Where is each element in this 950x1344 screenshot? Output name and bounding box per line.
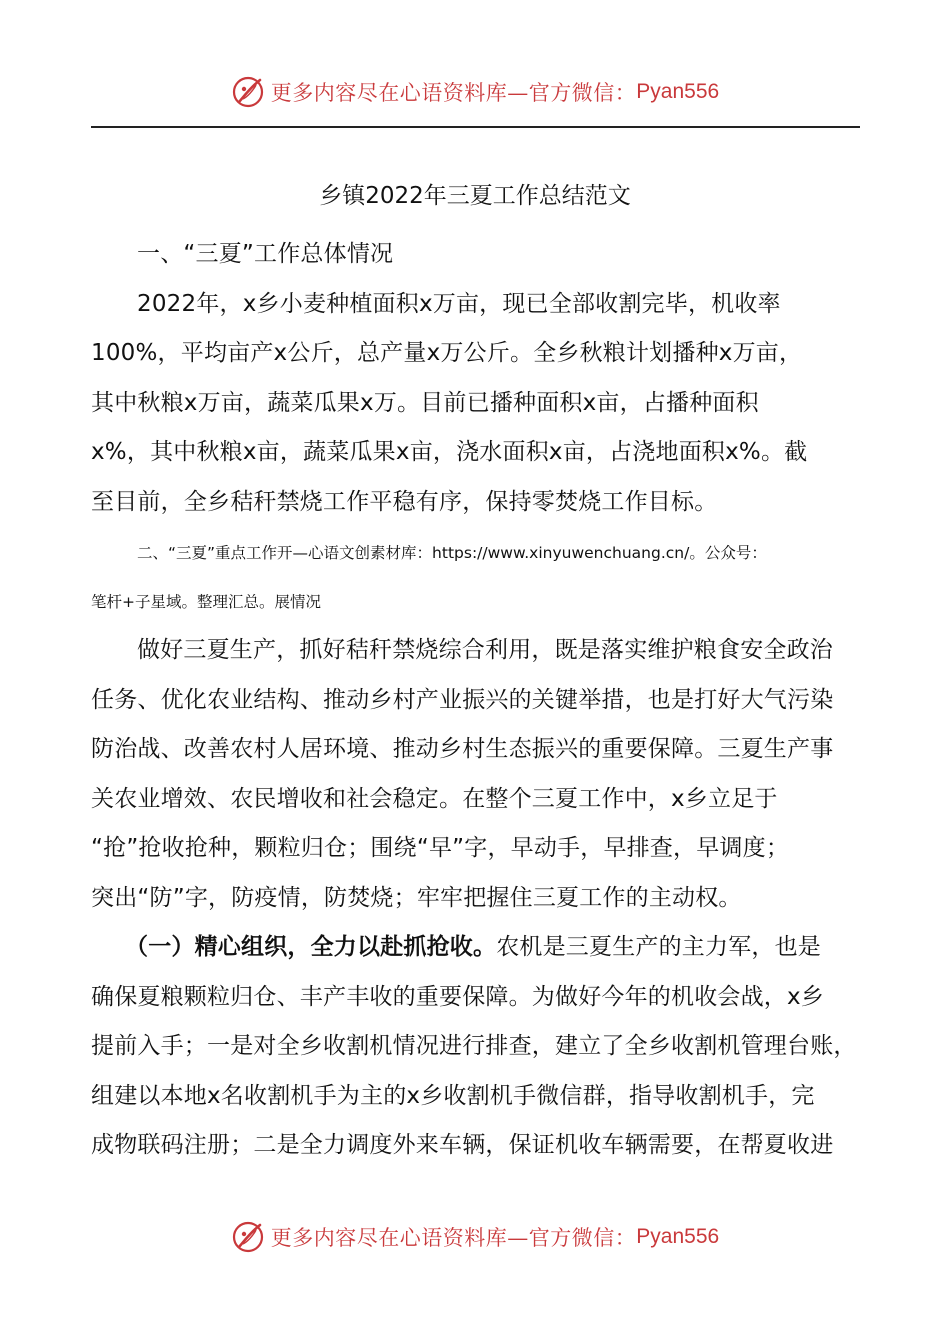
paragraph-2 xyxy=(91,626,860,923)
quill-seal-icon xyxy=(231,1220,265,1254)
footer-wechat-id: Pyan556 xyxy=(636,1225,720,1248)
paragraph-line: 100%，平均亩产x公斤，总产量x万公斤。全乡秋粮计划播种x万亩， xyxy=(91,340,803,366)
paragraph-line xyxy=(91,923,860,973)
paragraph-line: 至目前，全乡秸秆禁烧工作平稳有序，保持零焚烧工作目标。 xyxy=(91,488,718,515)
footer-banner-separator: —官方微信： xyxy=(507,1226,637,1250)
paragraph-line: 2022年，x乡小麦种植面积x万亩，现已全部收割完毕，机收率 xyxy=(137,290,781,317)
header-banner-text: 更多内容尽在心语资料库 xyxy=(270,81,508,105)
paragraph-line: 任务、优化农业结构、推动乡村产业振兴的关键举措，也是打好大气污染 xyxy=(91,686,834,713)
paragraph-line: 做好三夏生产，抓好秸秆禁烧综合利用，既是落实维护粮食安全政治 xyxy=(137,637,833,663)
paragraph-line: “抢”抢收抢种，颗粒归仓；围绕“早”字，早动手，早排查，早调度； xyxy=(91,835,790,861)
header-divider xyxy=(91,126,860,128)
header-wechat-id: Pyan556 xyxy=(636,80,720,103)
paragraph-line: x%，其中秋粮x亩，蔬菜瓜果x亩，浇水面积x亩，占浇地面积x%。截 xyxy=(91,439,808,465)
header-banner-separator: —官方微信： xyxy=(507,81,637,105)
header-banner xyxy=(0,72,950,112)
paragraph-text: 农机是三夏生产的主力军，也是 xyxy=(496,934,822,960)
quill-seal-icon xyxy=(231,75,265,109)
paragraph-line: 提前入手；一是对全乡收割机情况进行排查，建立了全乡收割机管理台账， xyxy=(91,1033,857,1059)
footer-banner-text: 更多内容尽在心语资料库 xyxy=(270,1226,508,1250)
section1-block xyxy=(91,230,860,527)
paragraph-3 xyxy=(91,923,860,1171)
paragraph-line: 突出“防”字，防疫情，防焚烧；牢牢把握住三夏工作的主动权。 xyxy=(91,884,742,911)
paragraph-line: 确保夏粮颗粒归仓、丰产丰收的重要保障。为做好今年的机收会战，x乡 xyxy=(91,983,825,1010)
section2-heading xyxy=(91,529,860,627)
section1-heading: 一、“三夏”工作总体情况 xyxy=(137,241,394,267)
subsection-heading: （一）精心组织，全力以赴抓抢收。 xyxy=(125,934,497,960)
section2-line: 二、“三夏”重点工作开—心语文创素材库：https://www.xinyuwenchuang.cn/。公众号： xyxy=(137,544,767,562)
paragraph-line: 关农业增效、农民增收和社会稳定。在整个三夏工作中，x乡立足于 xyxy=(91,785,778,812)
page-title: 乡镇2022年三夏工作总结范文 xyxy=(319,183,631,209)
paragraph-line: 其中秋粮x万亩，蔬菜瓜果x万。目前已播种面积x亩，占播种面积 xyxy=(91,389,759,416)
paragraph-line: 防治战、改善农村人居环境、推动乡村生态振兴的重要保障。三夏生产事 xyxy=(91,736,834,762)
paragraph-line: 组建以本地x名收割机手为主的x乡收割机手微信群，指导收割机手，完 xyxy=(91,1082,815,1109)
section2-line: 笔杆+子星域。整理汇总。展情况 xyxy=(91,593,321,611)
paragraph-line: 成物联码注册；二是全力调度外来车辆，保证机收车辆需要，在帮夏收进 xyxy=(91,1132,834,1158)
footer-banner xyxy=(0,1217,950,1257)
